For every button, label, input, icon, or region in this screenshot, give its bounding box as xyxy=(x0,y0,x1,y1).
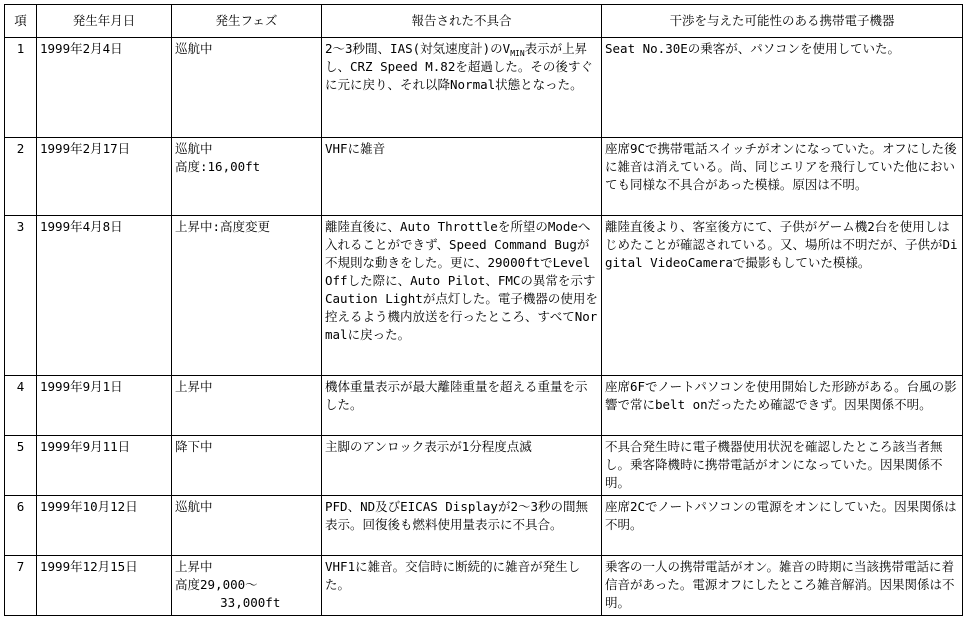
row-no: 2 xyxy=(5,138,37,216)
header-device: 干渉を与えた可能性のある携帯電子機器 xyxy=(602,5,963,38)
row-phase: 上昇中 高度29,000～ 33,000ft xyxy=(172,556,322,616)
row-date: 1999年9月1日 xyxy=(37,376,172,436)
table-row xyxy=(5,556,963,616)
row-device: 乗客の一人の携帯電話がオン。雑音の時期に当該携帯電話に着信音があった。電源オフにしたところ雑音解消。因果関係は不明。 xyxy=(602,556,963,616)
row-device: Seat No.30Eの乗客が、パソコンを使用していた。 xyxy=(602,38,963,138)
row-no: 1 xyxy=(5,38,37,138)
row-date: 1999年9月11日 xyxy=(37,436,172,496)
row-problem xyxy=(322,38,602,138)
row-phase: 巡航中 xyxy=(172,38,322,138)
row-device: 座席6Fでノートパソコンを使用開始した形跡がある。台風の影響で常にbelt onだったため確認できず。因果関係不明。 xyxy=(602,376,963,436)
row-phase: 巡航中 xyxy=(172,496,322,556)
header-phase: 発生フェズ xyxy=(172,5,322,38)
table-row xyxy=(5,496,963,556)
problem-text-post: 表示が上昇し、CRZ Speed M.82を超過した。その後すぐに元に戻り、それ以降Normal状態となった。 xyxy=(325,41,593,92)
row-date: 1999年12月15日 xyxy=(37,556,172,616)
row-no: 6 xyxy=(5,496,37,556)
row-problem: PFD、ND及びEICAS Displayが2～3秒の間無表示。回復後も燃料使用量表示に不具合。 xyxy=(322,496,602,556)
row-date: 1999年4月8日 xyxy=(37,216,172,376)
row-date: 1999年10月12日 xyxy=(37,496,172,556)
table-row xyxy=(5,216,963,376)
row-phase: 上昇中 xyxy=(172,376,322,436)
problem-subscript: MIN xyxy=(510,49,525,58)
row-date: 1999年2月4日 xyxy=(37,38,172,138)
table-row xyxy=(5,38,963,138)
row-problem: 離陸直後に、Auto Throttleを所望のModeへ入れることができず、Speed Command Bugが不規則な動きをした。更に、29000ftでLevel Offした際に、Auto Pilot、FMCの異常を示すCaution Lightが点灯した。電子機器の使用を控えるよう機内放送を行ったところ、すべてNormalに戻った。 xyxy=(322,216,602,376)
row-device: 不具合発生時に電子機器使用状況を確認したところ該当者無し。乗客降機時に携帯電話がオンになっていた。因果関係不明。 xyxy=(602,436,963,496)
row-device: 座席2Cでノートパソコンの電源をオンにしていた。因果関係は不明。 xyxy=(602,496,963,556)
row-device: 離陸直後より、客室後方にて、子供がゲーム機2台を使用しはじめたことが確認されている。又、場所は不明だが、子供がDigital VideoCameraで撮影もしていた模様。 xyxy=(602,216,963,376)
row-no: 5 xyxy=(5,436,37,496)
row-date: 1999年2月17日 xyxy=(37,138,172,216)
row-problem: VHFに雑音 xyxy=(322,138,602,216)
row-phase: 降下中 xyxy=(172,436,322,496)
row-problem: 機体重量表示が最大離陸重量を超える重量を示した。 xyxy=(322,376,602,436)
row-problem: 主脚のアンロック表示が1分程度点滅 xyxy=(322,436,602,496)
row-device: 座席9Cで携帯電話スイッチがオンになっていた。オフにした後に雑音は消えている。尚、同じエリアを飛行していた他においても同様な不具合があった模様。原因は不明。 xyxy=(602,138,963,216)
header-no: 項 xyxy=(5,5,37,38)
table-row xyxy=(5,436,963,496)
row-problem: VHF1に雑音。交信時に断続的に雑音が発生した。 xyxy=(322,556,602,616)
header-problem: 報告された不具合 xyxy=(322,5,602,38)
table-row xyxy=(5,376,963,436)
problem-text-pre: 2～3秒間、IAS(対気速度計)のV xyxy=(325,41,511,56)
row-no: 3 xyxy=(5,216,37,376)
header-row xyxy=(5,5,963,38)
header-date: 発生年月日 xyxy=(37,5,172,38)
row-phase: 巡航中 高度:16,00ft xyxy=(172,138,322,216)
row-no: 4 xyxy=(5,376,37,436)
row-phase: 上昇中:高度変更 xyxy=(172,216,322,376)
incident-table xyxy=(4,4,963,616)
row-no: 7 xyxy=(5,556,37,616)
table-row xyxy=(5,138,963,216)
